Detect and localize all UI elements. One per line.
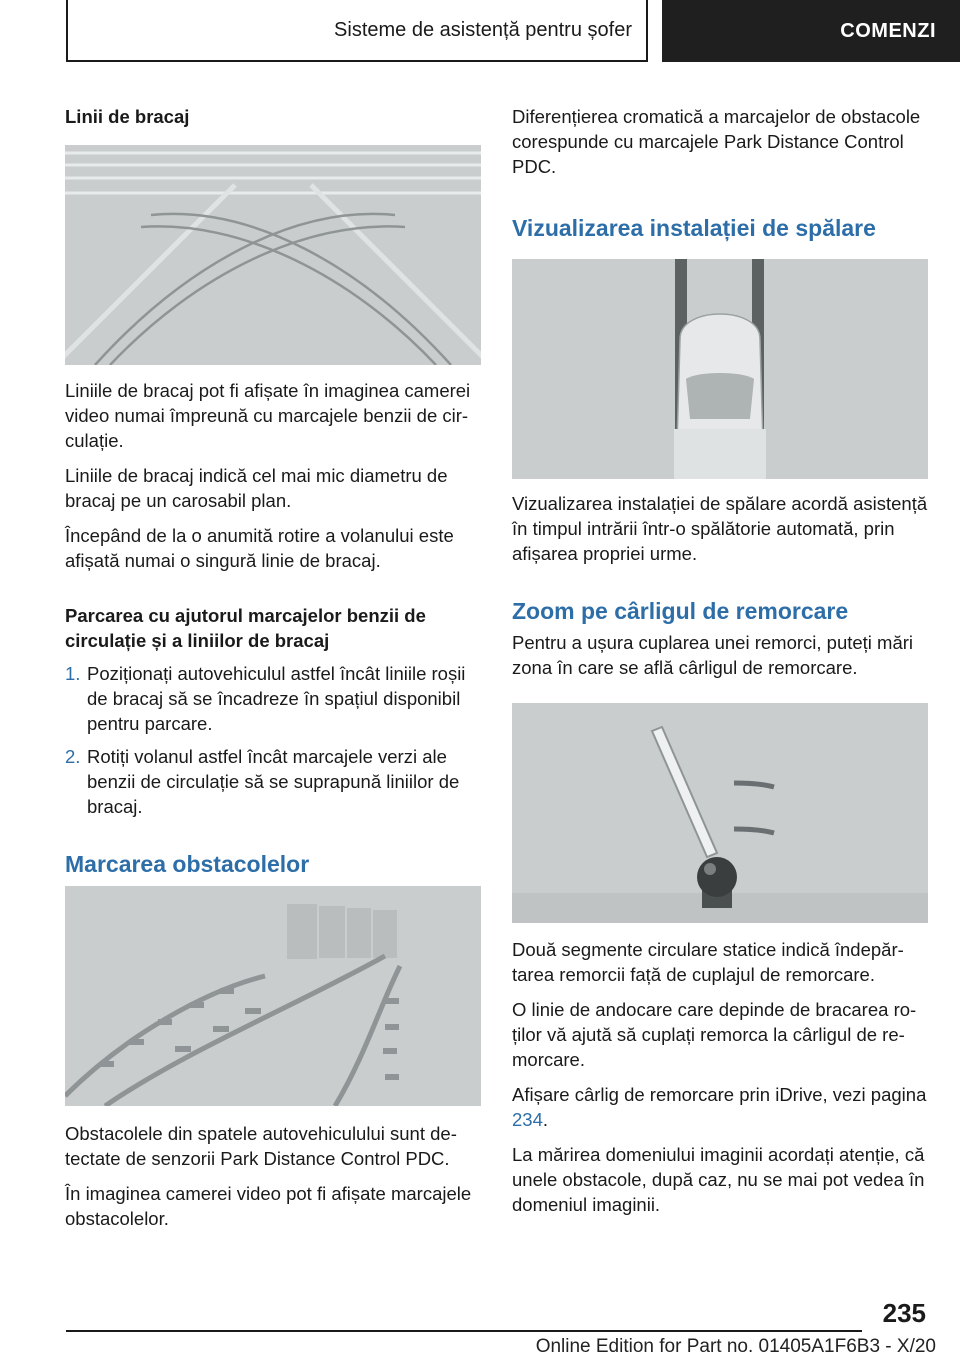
- paragraph: Pentru a ușura cuplarea unei remorci, puteți mări zona în care se află cârligul de remorcare.: [512, 632, 914, 678]
- heading-turning-lines-text: Linii de bracaj: [65, 106, 190, 127]
- paragraph: Diferențierea cromatică a marcajelor de obstacole corespunde cu marcajele Park Distance Control PDC.: [512, 106, 921, 177]
- color-difference-text-block: [512, 104, 928, 243]
- paragraph: Două segmente circulare statice indică îndepărtarea remorcii față de cuplajul de remorcare.: [512, 939, 904, 985]
- header-chapter-tab: [662, 0, 960, 62]
- heading-obstacle-marking: Marcarea obstacolelor: [65, 851, 310, 877]
- list-item: [65, 661, 481, 736]
- paragraph: Liniile de bracaj indică cel mai mic diametru de bracaj pe un carosabil plan.: [65, 465, 448, 511]
- heading-car-wash-view: Vizualizarea instalației de spălare: [512, 215, 876, 241]
- list-item: [65, 744, 481, 819]
- page-number: 235: [882, 1298, 926, 1328]
- header-section-title: [66, 0, 648, 62]
- paragraph: Vizualizarea instalației de spălare acordă asistență în timpul intrării într-o spălătorie automată, prin afișarea propriei urme.: [512, 493, 928, 564]
- trailer-hitch-image: [512, 703, 928, 923]
- step-number: 1.: [65, 663, 81, 684]
- step-number: 2.: [65, 746, 81, 767]
- obstacle-text-block: [65, 1121, 481, 1231]
- obstacle-marking-image: [65, 886, 481, 1106]
- step-text: Rotiți volanul astfel încât marcajele verzi ale benzii de circulație să se suprapună liniilor de bracaj.: [87, 746, 460, 817]
- paragraph-page-reference: [512, 1082, 928, 1132]
- reference-text: Afișare cârlig de remorcare prin iDrive, vezi pagina: [512, 1084, 927, 1105]
- paragraph: La mărirea domeniului imaginii acordați atenție, că unele obstacole, după caz, nu se mai pot vedea în domeniul imaginii.: [512, 1144, 925, 1215]
- paragraph: Liniile de bracaj pot fi afișate în imaginea camerei video numai împreună cu marcajele benzii de circulație.: [65, 380, 471, 451]
- car-wash-image: [512, 259, 928, 479]
- paragraph: Începând de la o anumită rotire a volanului este afișată numai o singură linie de bracaj.: [65, 525, 454, 571]
- hitch-text-block: [512, 937, 928, 1217]
- parking-steps-list: [65, 661, 481, 819]
- header-chapter-label: COMENZI: [840, 19, 936, 42]
- heading-parking-with-lines: Parcarea cu ajutorul marcajelor benzii de circulație și a liniilor de bracaj: [65, 605, 426, 651]
- paragraph: În imaginea camerei video pot fi afișate marcajele obstacolelor.: [65, 1183, 472, 1229]
- turning-lines-image: [65, 145, 481, 365]
- step-text: Poziționați autovehiculul astfel încât liniile roșii de bracaj să se încadreze în spațiul disponibil pentru parcare.: [87, 663, 466, 734]
- car-wash-text-block: [512, 491, 928, 680]
- reference-text-end: .: [542, 1109, 549, 1130]
- page-reference-link[interactable]: 234: [512, 1109, 543, 1130]
- footer-edition: Online Edition for Part no. 01405A1F6B3 - X/20: [535, 1336, 936, 1357]
- heading-hitch-zoom: Zoom pe cârligul de remorcare: [512, 598, 849, 624]
- paragraph: O linie de andocare care depinde de bracarea roților vă ajută să cuplați remorca la cârligul de remorcare.: [512, 999, 917, 1070]
- footer-divider: [66, 1330, 862, 1332]
- paragraph: Obstacolele din spatele autovehiculului sunt detectate de senzorii Park Distance Control PDC.: [65, 1123, 457, 1169]
- heading-turning-lines: [65, 104, 481, 129]
- turning-lines-text-block: [65, 378, 481, 879]
- header-section-label: Sisteme de asistență pentru șofer: [334, 18, 632, 41]
